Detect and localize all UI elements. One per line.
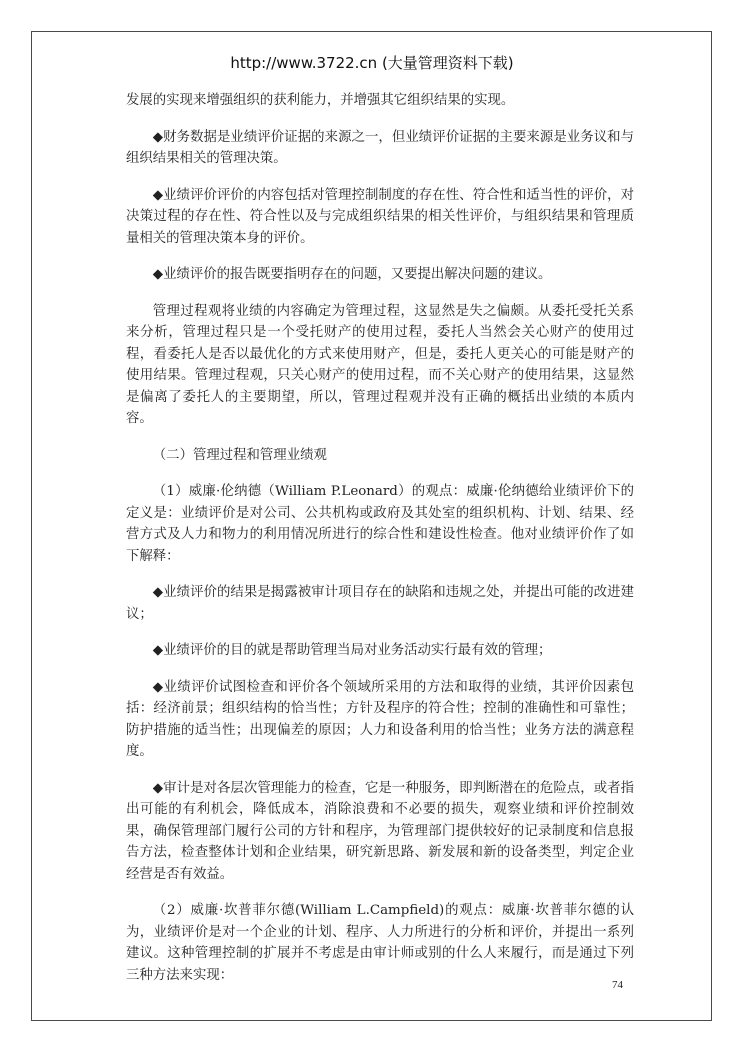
paragraph: （1）威廉·伦纳德（William P.Leonard）的观点：威廉·伦纳德给业绩评价下的定义是：业绩评价是对公司、公共机构或政府及其处室的组织机构、计划、结果、经营方式及人力和物力的利用情况所进行的综合性和建设性检查。他对业绩评价作了如下解释：	[126, 484, 634, 564]
body-text	[126, 90, 634, 1001]
paragraph: 管理过程观将业绩的内容确定为管理过程，这显然是失之偏颇。从委托受托关系来分析，管理过程只是一个受托财产的使用过程，委托人当然会关心财产的使用过程，看委托人是否以最优化的方式来使用财产，但是，委托人更关心的可能是财产的使用结果。管理过程观，只关心财产的使用过程，而不关心财产的使用结果，这显然是偏离了委托人的主要期望，所以，管理过程观并没有正确的概括出业绩的本质内容。	[126, 303, 634, 426]
paragraph: ◆业绩评价试图检查和评价各个领域所采用的方法和取得的业绩，其评价因素包括：经济前景；组织结构的恰当性；方针及程序的符合性；控制的准确性和可靠性；防护措施的适当性；出现偏差的原因；人力和设备利用的恰当性；业务方法的满意程度。	[126, 679, 634, 759]
paragraph: ◆审计是对各层次管理能力的检查，它是一种服务，即判断潜在的危险点，或者指出可能的有利机会，降低成本，消除浪费和不必要的损失，观察业绩和评价控制效果，确保管理部门履行公司的方针和程序，为管理部门提供较好的记录制度和信息报告方法，检查整体计划和企业结果，研究新思路、新发展和新的设备类型，判定企业经营是否有效益。	[126, 780, 634, 882]
paragraph: ◆财务数据是业绩评价证据的来源之一，但业绩评价证据的主要来源是业务议和与组织结果相关的管理决策。	[126, 129, 634, 166]
paragraph: ◆业绩评价的目的就是帮助管理当局对业务活动实行最有效的管理；	[152, 643, 552, 658]
page-number: 74	[612, 979, 623, 991]
paragraph: ◆业绩评价的报告既要指明存在的问题，又要提出解决问题的建议。	[152, 267, 552, 282]
paragraph: 发展的实现来增强组织的获利能力，并增强其它组织结果的实现。	[126, 93, 515, 108]
header-note: (大量管理资料下载)	[381, 54, 514, 72]
header-url[interactable]: http://www.3722.cn	[230, 54, 378, 72]
paragraph: ◆业绩评价评价的内容包括对管理控制制度的存在性、符合性和适当性的评价，对决策过程的存在性、符合性以及与完成组织结果的相关性评价，与组织结果和管理质量相关的管理决策本身的评价。	[126, 187, 634, 246]
paragraph: （2）威廉·坎普菲尔德(William L.Campfield)的观点：威廉·坎普菲尔德的认为，业绩评价是对一个企业的计划、程序、人力所进行的分析和评价，并提出一系列建议。这种管理控制的扩展并不考虑是由审计师或别的什么人来履行，而是通过下列三种方法来实现：	[126, 903, 634, 983]
page-header	[0, 52, 744, 73]
paragraph: ◆业绩评价的结果是揭露被审计项目存在的缺陷和违规之处，并提出可能的改进建议；	[126, 585, 634, 622]
section-heading: （二）管理过程和管理业绩观	[152, 447, 327, 463]
